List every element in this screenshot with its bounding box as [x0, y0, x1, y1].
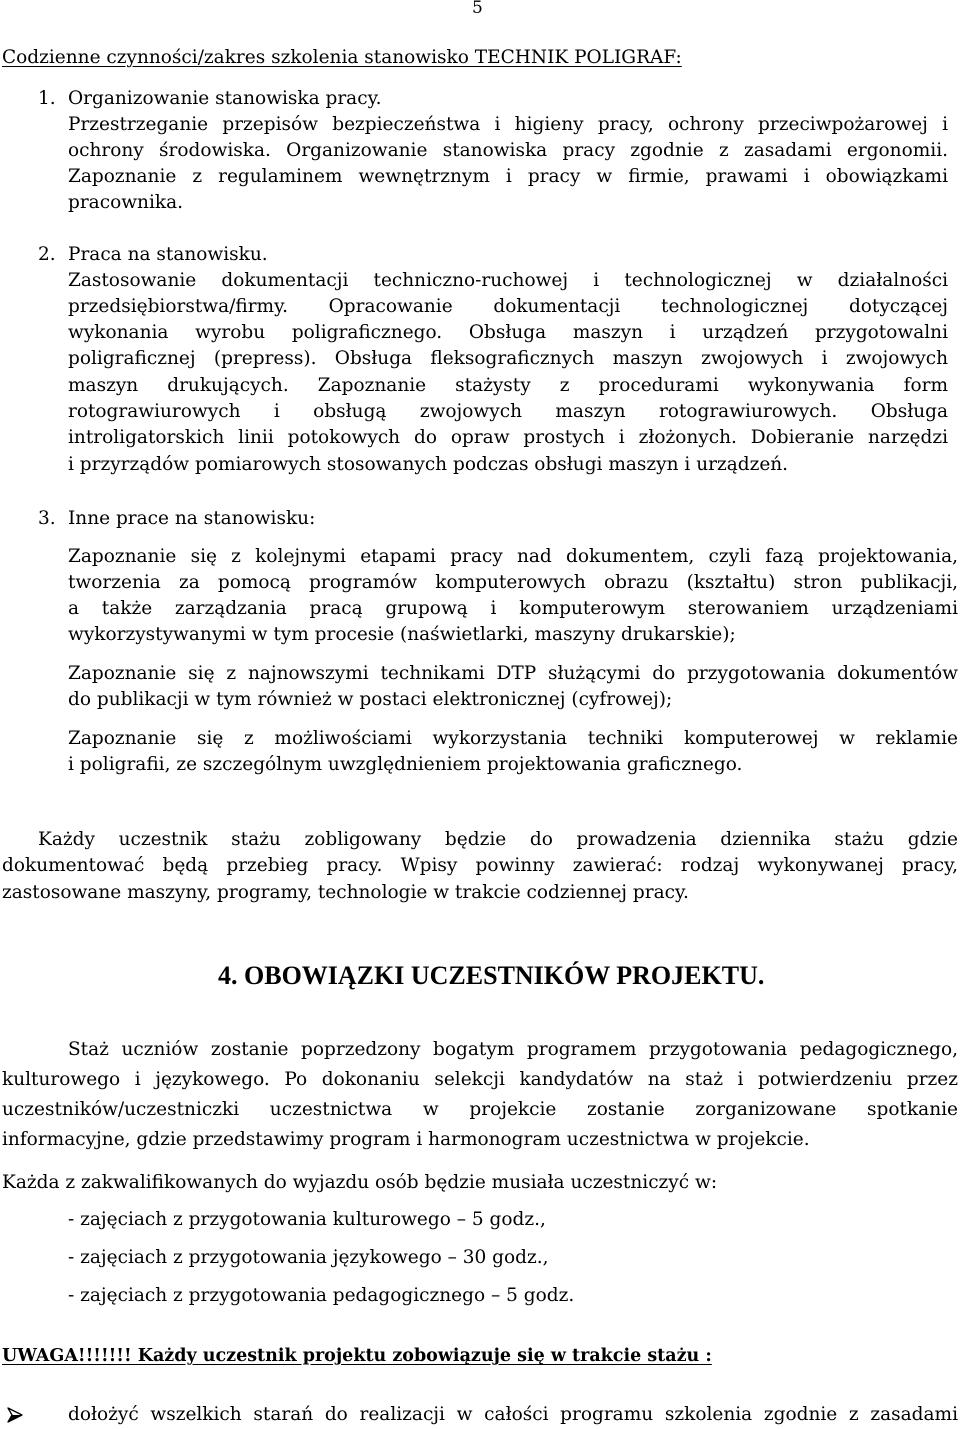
task-text-line: Zastosowanie dokumentacji techniczno-ruchowej i technologicznej w działalności	[68, 270, 948, 291]
task-number: 2.	[38, 244, 56, 265]
task-text-line: Zapoznanie z regulaminem wewnętrznym i pracy w firmie, prawami i obowiązkami	[68, 166, 948, 187]
arrowhead-bullet-icon	[7, 1407, 23, 1423]
paragraph-line: zastosowane maszyny, programy, technologie w trakcie codziennej pracy.	[2, 882, 689, 903]
requirement-text: Każda z zakwalifikowanych do wyjazdu osób będzie musiała uczestniczyć w:	[2, 1172, 718, 1193]
warning-note: UWAGA!!!!!!! Każdy uczestnik projektu zobowiązuje się w trakcie stażu :	[2, 1346, 712, 1366]
task-text-line: pracownika.	[68, 192, 184, 213]
task-number: 1.	[38, 88, 56, 109]
list-item: dołożyć wszelkich starań do realizacji w całości programu szkolenia zgodnie z zasadami	[68, 1404, 958, 1425]
task-number: 3.	[38, 508, 56, 529]
task-text-line: Zapoznanie się z kolejnymi etapami pracy nad dokumentem, czyli fazą projektowania,	[68, 546, 958, 567]
paragraph-line: informacyjne, gdzie przedstawimy program i harmonogram uczestnictwa w projekcie.	[2, 1129, 810, 1150]
page-number: 5	[472, 0, 483, 18]
task-text-line: a także zarządzania pracą grupową i komputerowym sterowaniem urządzeniami	[68, 598, 958, 619]
task-text-line: wykonania wyrobu poligraficznego. Obsługa maszyn i urządzeń przygotowalni	[68, 322, 948, 343]
task-text-line: przedsiębiorstwa/firmy. Opracowanie dokumentacji technologicznej dotyczącej	[68, 296, 948, 317]
task-text-line: do publikacji w tym również w postaci elektronicznej (cyfrowej);	[68, 689, 673, 710]
task-text-line: i przyrządów pomiarowych stosowanych podczas obsługi maszyn i urządzeń.	[68, 454, 789, 475]
task-text-line: tworzenia za pomocą programów komputerowych obrazu (kształtu) stron publikacji,	[68, 572, 958, 593]
task-text-line: i poligrafii, ze szczególnym uwzględnieniem projektowania graficznego.	[68, 754, 743, 775]
task-text-line: Przestrzeganie przepisów bezpieczeństwa i higieny pracy, ochrony przeciwpożarowej i	[68, 114, 948, 135]
list-item: - zajęciach z przygotowania językowego – 30 godz.,	[68, 1247, 549, 1268]
section-heading: 4. OBOWIĄZKI UCZESTNIKÓW PROJEKTU.	[218, 961, 765, 990]
task-text-line: rotograwiurowych i obsługą zwojowych maszyn rotograwiurowych. Obsługa	[68, 401, 948, 422]
list-item: - zajęciach z przygotowania kulturowego – 5 godz.,	[68, 1209, 546, 1230]
task-title: Organizowanie stanowiska pracy.	[68, 88, 382, 109]
paragraph-line: Każdy uczestnik stażu zobligowany będzie do prowadzenia dziennika stażu gdzie	[38, 829, 958, 850]
task-text-line: Zapoznanie się z najnowszymi technikami DTP służącymi do przygotowania dokumentów	[68, 663, 958, 684]
paragraph-line: uczestników/uczestniczki uczestnictwa w projekcie zostanie zorganizowane spotkanie	[2, 1099, 958, 1120]
task-text-line: ochrony środowiska. Organizowanie stanowiska pracy zgodnie z zasadami ergonomii.	[68, 140, 948, 161]
task-text-line: introligatorskich linii potokowych do opraw prostych i złożonych. Dobieranie narzędzi	[68, 427, 948, 448]
task-title: Inne prace na stanowisku:	[68, 508, 316, 529]
task-text-line: poligraficznej (prepress). Obsługa fleksograficznych maszyn zwojowych i zwojowych	[68, 348, 948, 369]
page-heading: Codzienne czynności/zakres szkolenia stanowisko TECHNIK POLIGRAF:	[2, 47, 682, 68]
list-item: - zajęciach z przygotowania pedagogicznego – 5 godz.	[68, 1285, 575, 1306]
task-text-line: maszyn drukujących. Zapoznanie stażysty z procedurami wykonywania form	[68, 375, 948, 396]
task-text-line: Zapoznanie się z możliwościami wykorzystania techniki komputerowej w reklamie	[68, 728, 958, 749]
task-title: Praca na stanowisku.	[68, 244, 268, 265]
paragraph-line: dokumentować będą przebieg pracy. Wpisy powinny zawierać: rodzaj wykonywanej pracy,	[2, 855, 958, 876]
task-text-line: wykorzystywanymi w tym procesie (naświetlarki, maszyny drukarskie);	[68, 624, 736, 645]
paragraph-line: kulturowego i językowego. Po dokonaniu selekcji kandydatów na staż i potwierdzeniu przez	[2, 1069, 958, 1090]
paragraph-line: Staż uczniów zostanie poprzedzony bogatym programem przygotowania pedagogicznego,	[68, 1039, 958, 1060]
